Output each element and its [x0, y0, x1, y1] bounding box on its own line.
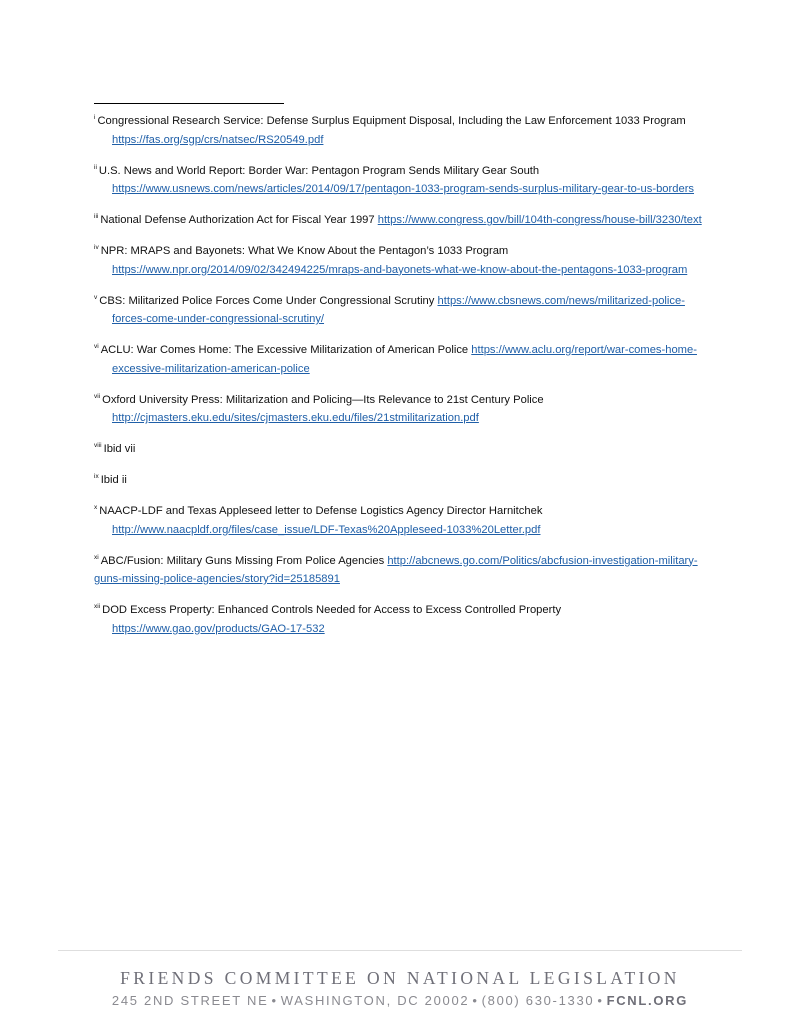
footer-address: 245 2ND STREET NE	[111, 993, 269, 1008]
footer-contact-line	[0, 993, 800, 1008]
footer-divider	[58, 950, 742, 951]
endnote-marker: xii	[94, 603, 101, 610]
endnote-link[interactable]: https://fas.org/sgp/crs/natsec/RS20549.pdf	[112, 133, 324, 146]
footnote-separator	[94, 103, 284, 104]
endnote-link[interactable]: https://www.usnews.com/news/articles/2014/09/17/pentagon-1033-program-sends-surplus-military-gear-to-us-borders	[112, 183, 695, 195]
endnote-marker: xi	[94, 553, 99, 561]
endnote-text: NAACP-LDF and Texas Appleseed letter to Defense Logistics Agency Director Harnitchek	[99, 505, 543, 517]
endnote-marker: ii	[94, 163, 97, 171]
endnote-link[interactable]: http://cjmasters.eku.edu/sites/cjmasters.eku.edu/files/21stmilitarization.pdf	[112, 412, 479, 424]
footer-organization-name: FRIENDS COMMITTEE ON NATIONAL LEGISLATION	[120, 968, 680, 988]
endnote-text: National Defense Authorization Act for Fiscal Year 1997	[100, 214, 378, 226]
endnote-text: NPR: MRAPS and Bayonets: What We Know About the Pentagon’s 1033 Program	[100, 245, 509, 257]
endnote-text: CBS: Militarized Police Forces Come Under Congressional Scrutiny	[99, 294, 438, 307]
endnote	[94, 112, 714, 149]
endnote-text: ACLU: War Comes Home: The Excessive Militarization of American Police	[100, 344, 472, 356]
endnote	[94, 211, 714, 230]
endnote-link[interactable]: https://www.aclu.org/report/war-comes-home-excessive-militarization-american-police	[112, 344, 697, 375]
endnote-link[interactable]: https://www.gao.gov/products/GAO-17-532	[112, 622, 325, 635]
endnote	[94, 242, 714, 279]
endnote-marker: vii	[94, 392, 101, 400]
endnote	[94, 162, 714, 199]
footer-website-link[interactable]: FCNL.ORG	[606, 993, 689, 1008]
endnote	[94, 502, 714, 539]
endnote	[94, 440, 714, 459]
footer-separator: •	[271, 993, 278, 1008]
footer-separator: •	[472, 993, 479, 1008]
footer-separator: •	[597, 993, 604, 1008]
footer-city: WASHINGTON, DC 20002	[280, 993, 470, 1008]
endnote-marker: viii	[94, 442, 102, 449]
endnote-text: U.S. News and World Report: Border War: Pentagon Program Sends Military Gear South	[98, 164, 540, 177]
endnote-text: Ibid ii	[100, 474, 127, 486]
endnote-text: Congressional Research Service: Defense Surplus Equipment Disposal, Including the Law Enforcement 1033 Program	[97, 115, 686, 127]
endnote-marker: ix	[94, 473, 99, 480]
endnote-link[interactable]: https://www.npr.org/2014/09/02/342494225/mraps-and-bayonets-what-we-know-about-the-pentagons-1033-program	[112, 263, 688, 276]
endnote-marker: x	[94, 504, 98, 511]
endnote	[94, 552, 714, 589]
endnote-link[interactable]: http://www.naacpldf.org/files/case_issue/LDF-Texas%20Appleseed-1033%20Letter.pdf	[112, 523, 541, 536]
endnote-text: ABC/Fusion: Military Guns Missing From Police Agencies	[100, 554, 388, 567]
endnote-text: Ibid vii	[103, 443, 136, 455]
endnote-link[interactable]: https://www.congress.gov/bill/104th-congress/house-bill/3230/text	[377, 214, 702, 226]
endnote	[94, 391, 714, 428]
endnote-text: Oxford University Press: Militarization and Policing—Its Relevance to 21st Century Police	[102, 393, 544, 406]
endnote-link[interactable]: https://www.cbsnews.com/news/militarized-police-forces-come-under-congressional-scrutiny/	[112, 294, 685, 325]
endnote	[94, 601, 714, 638]
endnote	[94, 292, 714, 329]
endnote-marker: v	[94, 293, 98, 301]
footer-phone: (800) 630-1330	[481, 993, 595, 1008]
endnote	[94, 471, 714, 490]
endnotes-list	[94, 112, 714, 651]
endnote	[94, 341, 714, 378]
endnote-marker: i	[94, 114, 96, 121]
endnote-marker: iv	[94, 244, 99, 251]
endnote-text: DOD Excess Property: Enhanced Controls Needed for Access to Excess Controlled Property	[102, 604, 562, 616]
endnote-link[interactable]: http://abcnews.go.com/Politics/abcfusion-investigation-military-guns-missing-police-agencies/story?id=25185891	[94, 554, 698, 585]
endnote-marker: iii	[94, 213, 99, 220]
endnote-marker: vi	[94, 343, 99, 350]
